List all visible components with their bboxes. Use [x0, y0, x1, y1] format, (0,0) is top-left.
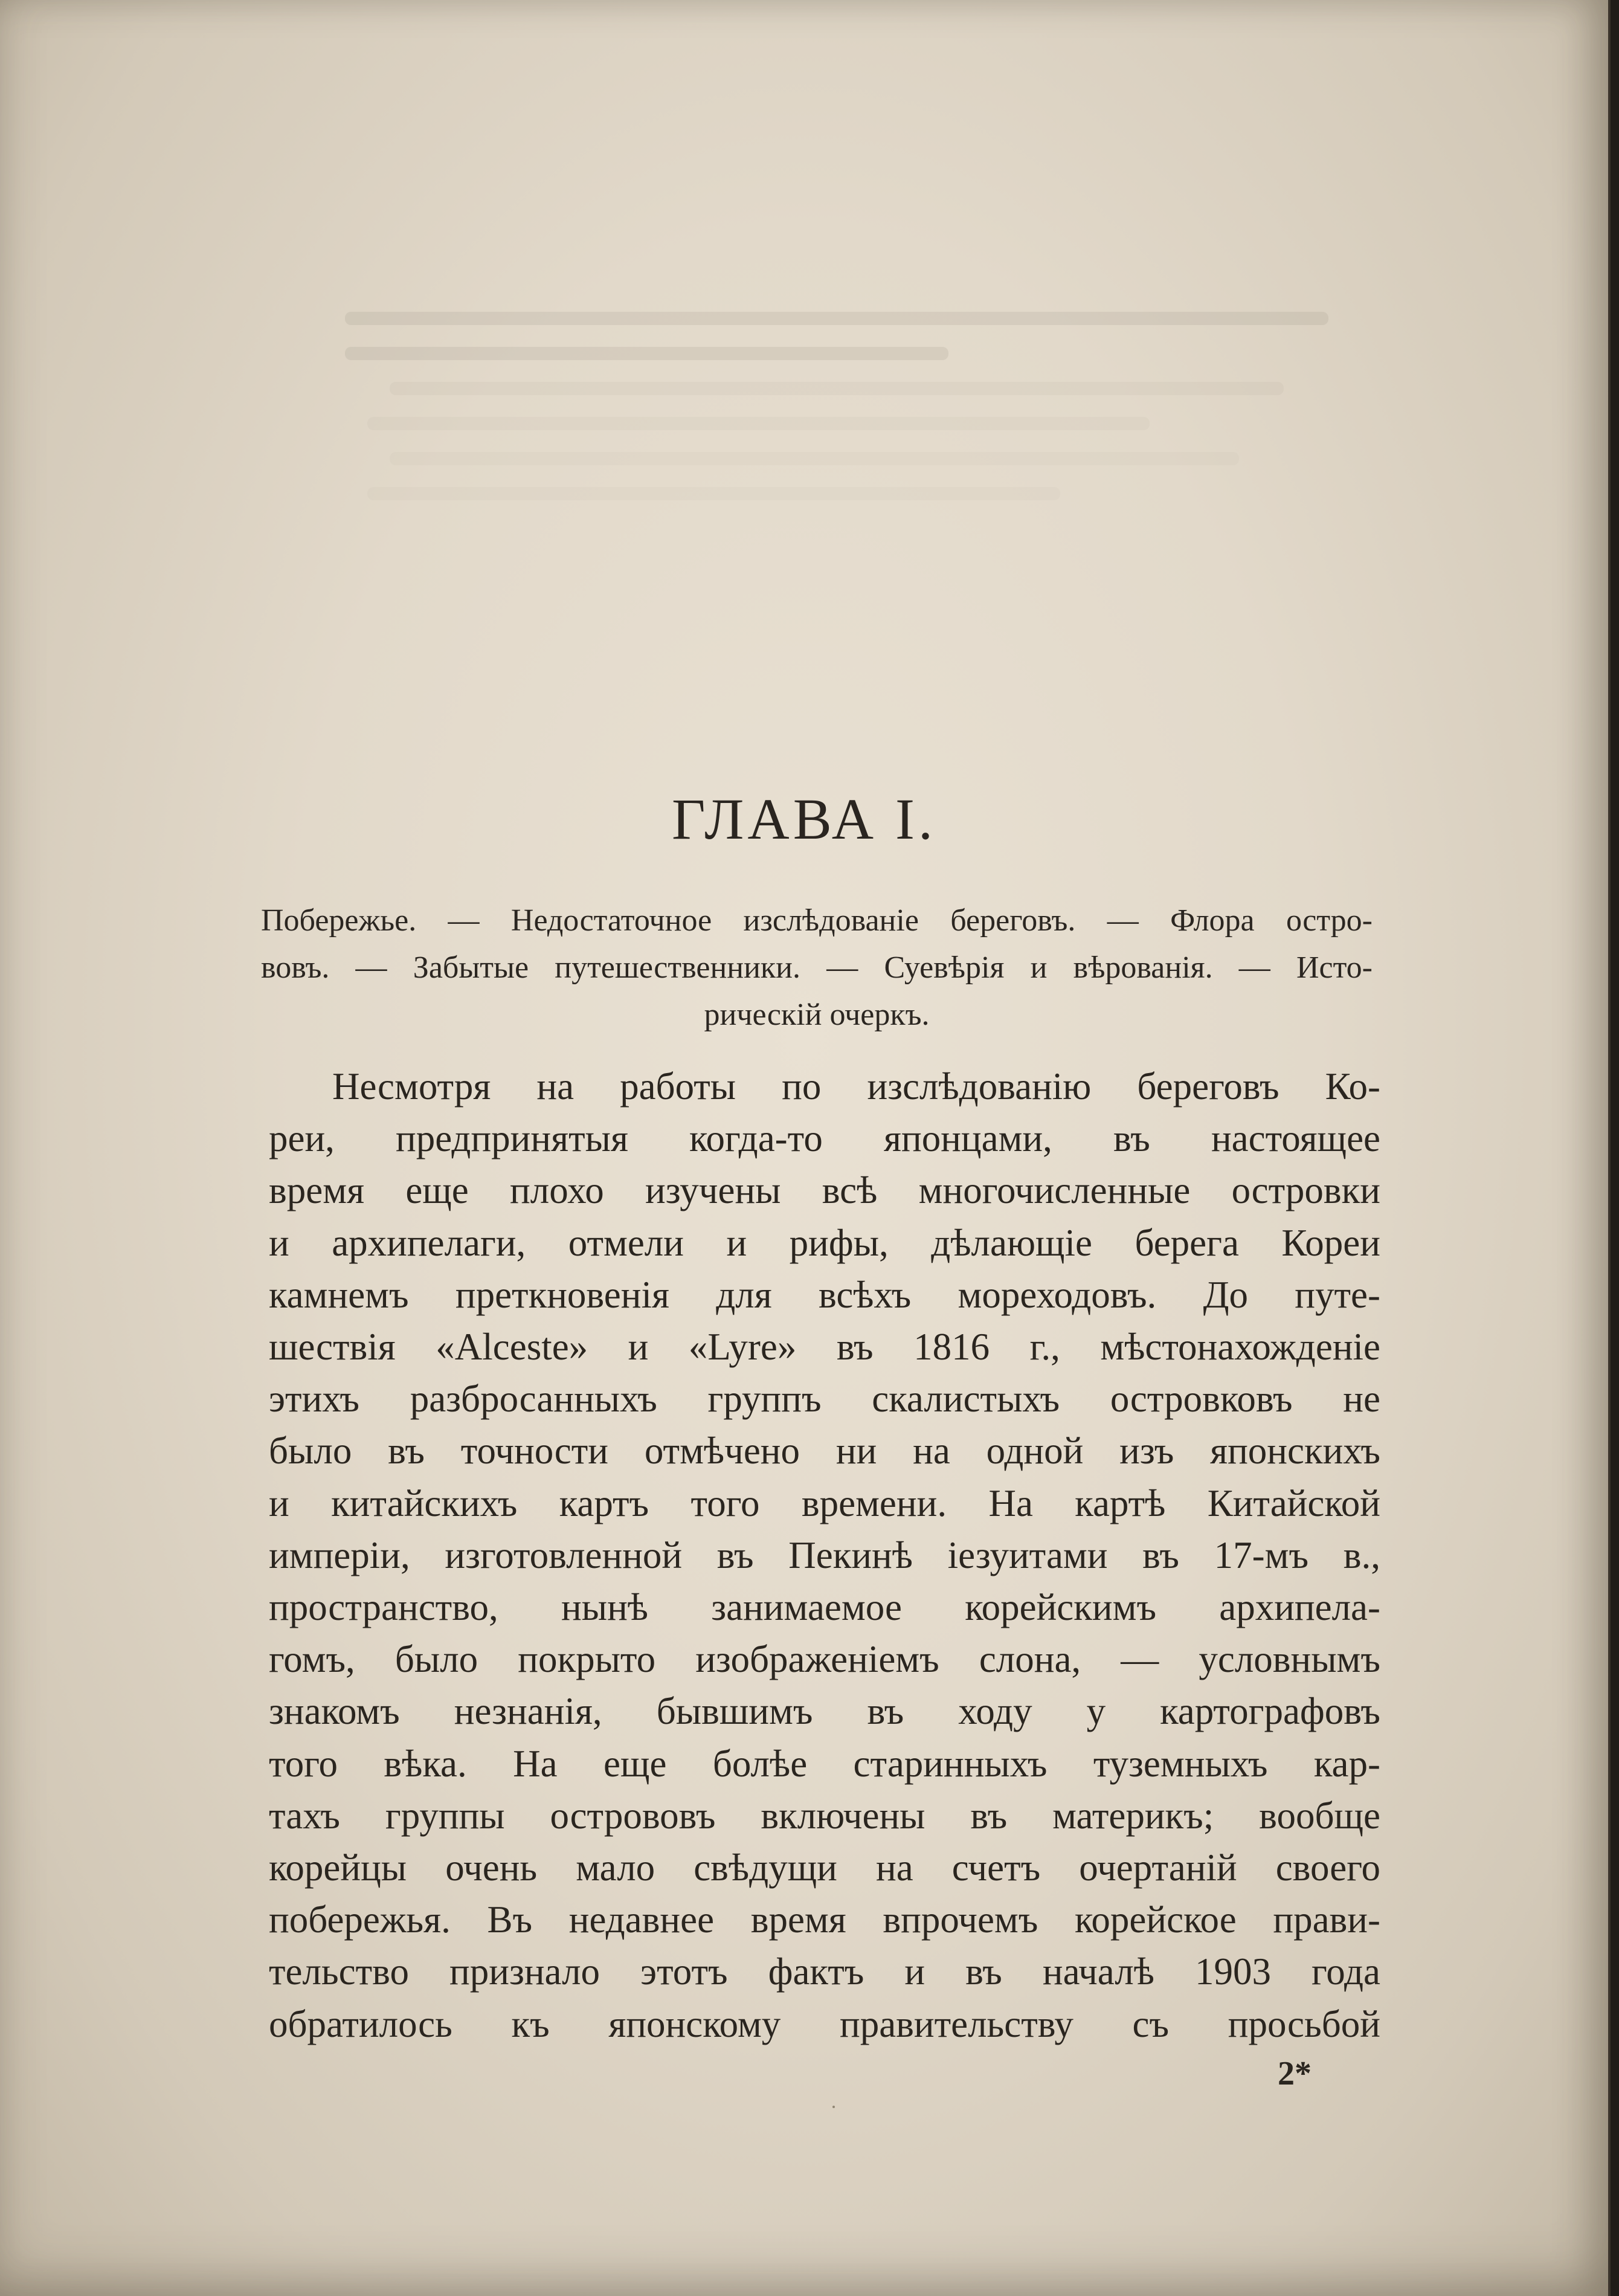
- body-line: гомъ, было покрыто изображеніемъ слона, — условнымъ: [269, 1638, 1380, 1681]
- body-line: корейцы очень мало свѣдущи на счетъ очертаній своего: [269, 1846, 1380, 1889]
- printer-signature-mark: 2*: [1278, 2055, 1312, 2092]
- body-line: обратилось къ японскому правительству съ просьбой: [269, 2002, 1380, 2045]
- body-line: того вѣка. На еще болѣе старинныхъ туземныхъ кар-: [269, 1742, 1380, 1785]
- paper-speck: [832, 2106, 835, 2108]
- summary-line: вовъ. — Забытые путешественники. — Суевѣрія и вѣрованія. — Исто-: [261, 950, 1373, 985]
- body-line: знакомъ незнанія, бывшимъ въ ходу у картографовъ: [269, 1690, 1380, 1733]
- body-line: имперіи, изготовленной въ Пекинѣ іезуитами въ 17-мъ в.,: [269, 1533, 1380, 1576]
- summary-line: рическій очеркъ.: [704, 998, 930, 1032]
- body-line: этихъ разбросанныхъ группъ скалистыхъ островковъ не: [269, 1378, 1380, 1420]
- body-line: камнемъ преткновенія для всѣхъ мореходовъ. До путе-: [269, 1273, 1380, 1316]
- body-line: побережья. Въ недавнее время впрочемъ корейское прави-: [269, 1898, 1380, 1941]
- chapter-summary: [261, 897, 1373, 1039]
- body-line: пространство, нынѣ занимаемое корейскимъ архипела-: [269, 1586, 1380, 1629]
- body-line: шествія «Alceste» и «Lyre» въ 1816 г., мѣстонахожденіе: [269, 1326, 1380, 1369]
- summary-line: Побережье. — Недостаточное изслѣдованіе береговъ. — Флора остро-: [261, 903, 1373, 938]
- body-line: было въ точности отмѣчено ни на одной изъ японскихъ: [269, 1430, 1380, 1472]
- body-line: Несмотря на работы по изслѣдованію береговъ Ко-: [332, 1065, 1380, 1108]
- body-line: тельство признало этотъ фактъ и въ началѣ 1903 года: [269, 1950, 1380, 1993]
- body-line: реи, предпринятыя когда-то японцами, въ настоящее: [269, 1117, 1380, 1160]
- body-line: время еще плохо изучены всѣ многочисленные островки: [269, 1169, 1380, 1212]
- body-line: и китайскихъ картъ того времени. На картѣ Китайской: [269, 1482, 1380, 1524]
- body-line: тахъ группы острововъ включены въ материкъ; вообще: [269, 1794, 1380, 1837]
- body-text: [269, 1060, 1380, 2050]
- chapter-title: ГЛАВА I.: [672, 787, 936, 851]
- body-line: и архипелаги, отмели и рифы, дѣлающіе берега Кореи: [269, 1221, 1380, 1264]
